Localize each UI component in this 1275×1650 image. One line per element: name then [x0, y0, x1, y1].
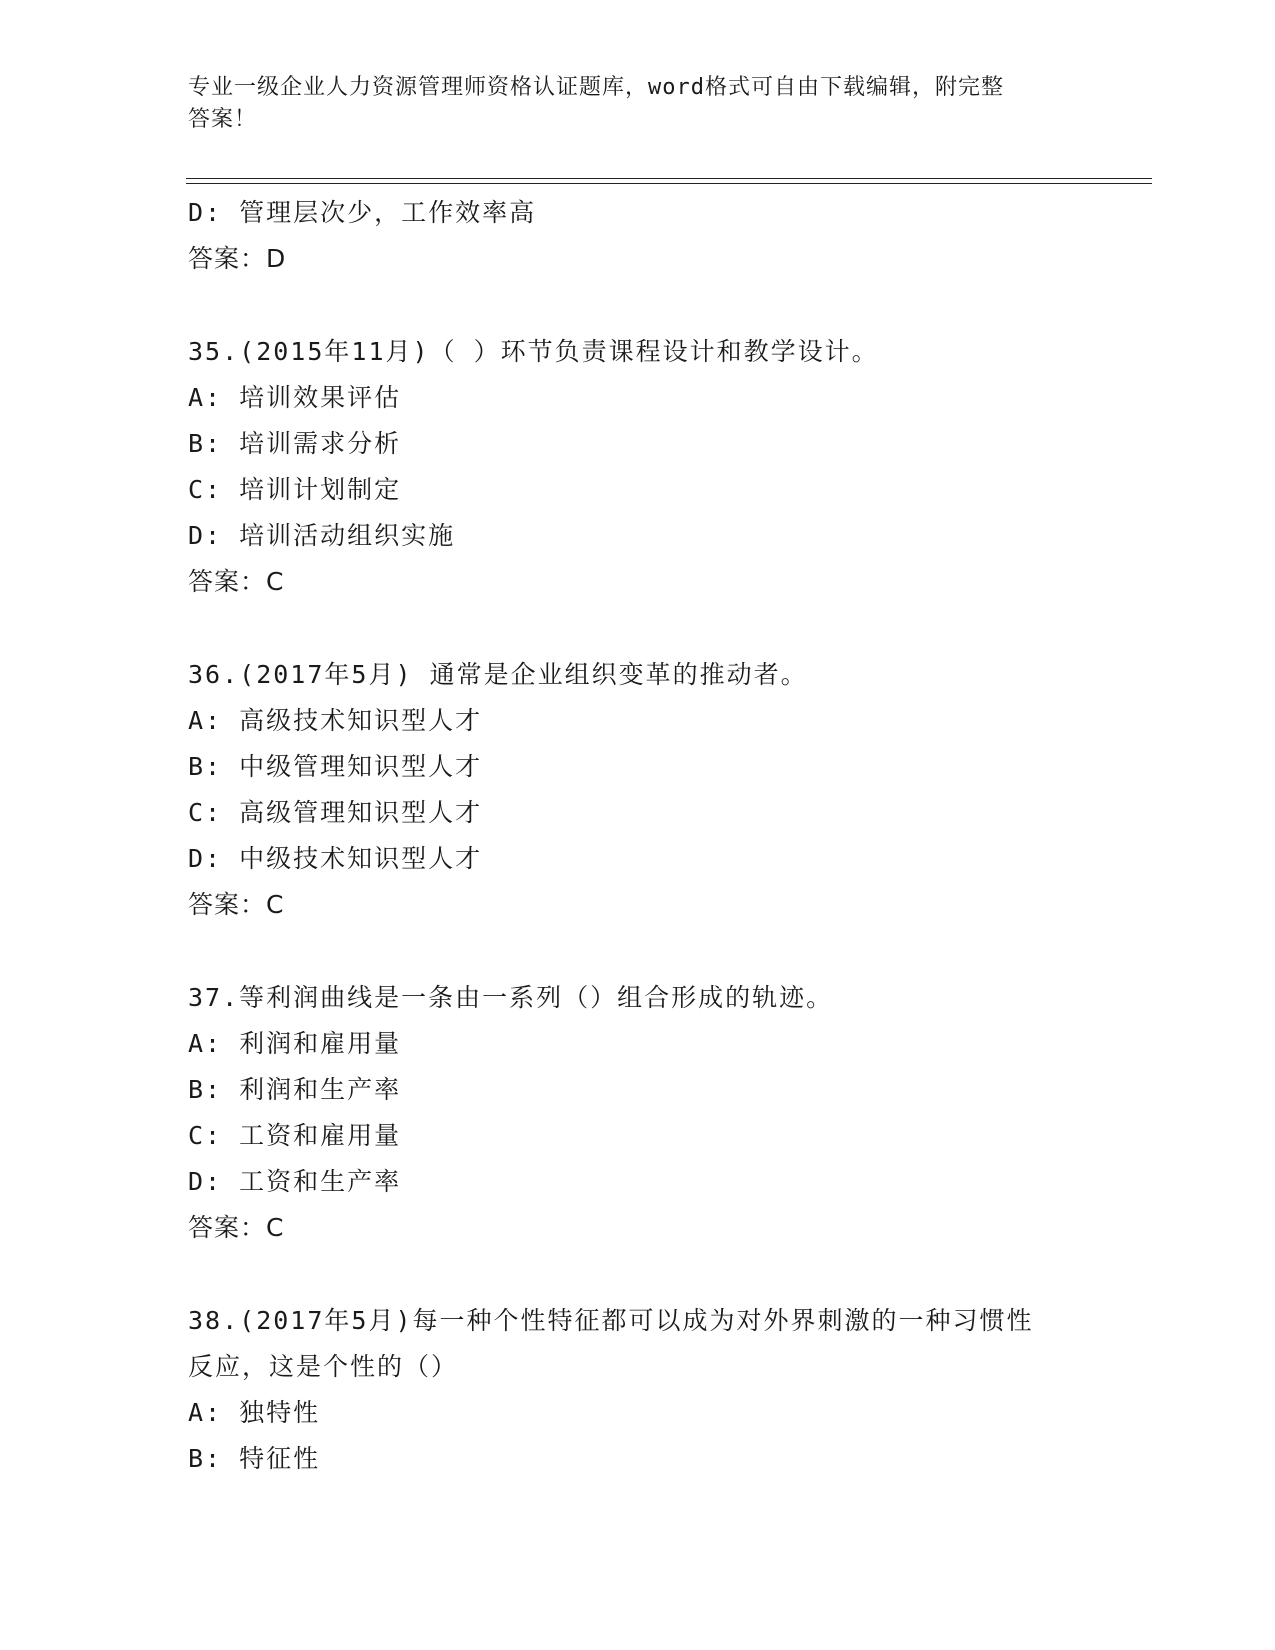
answer-line: 答案：C: [188, 890, 285, 919]
spacer: [188, 605, 1088, 652]
option-a: A: 利润和雇用量: [188, 1029, 402, 1058]
header-divider-top: [186, 178, 1152, 179]
question-list: [188, 190, 1088, 1482]
option-d: D: 中级技术知识型人才: [188, 844, 483, 873]
answer-line: 答案：D: [188, 244, 287, 273]
option-b: B: 中级管理知识型人才: [188, 752, 483, 781]
question-stem: 35.(2015年11月)（ ）环节负责课程设计和教学设计。: [188, 337, 879, 366]
header-line-2: 答案！: [188, 107, 258, 132]
option-b: B: 利润和生产率: [188, 1075, 402, 1104]
option-a: A: 培训效果评估: [188, 383, 402, 412]
header-line-1: 专业一级企业人力资源管理师资格认证题库，word格式可自由下载编辑，附完整: [188, 75, 1004, 100]
option-c: C: 高级管理知识型人才: [188, 798, 483, 827]
option-d: D: 管理层次少，工作效率高: [188, 198, 537, 227]
option-a: A: 高级技术知识型人才: [188, 706, 483, 735]
question-38: [188, 1298, 1088, 1482]
question-37: [188, 975, 1088, 1251]
question-stem-line-2: 反应，这是个性的（）: [188, 1352, 459, 1381]
question-stem-line-1: 38.(2017年5月)每一种个性特征都可以成为对外界刺激的一种习惯性: [188, 1306, 1034, 1335]
spacer: [188, 928, 1088, 975]
option-d: D: 培训活动组织实施: [188, 521, 456, 550]
document-header: [188, 72, 1068, 136]
option-c: C: 培训计划制定: [188, 475, 402, 504]
question-35: [188, 329, 1088, 605]
option-d: D: 工资和生产率: [188, 1167, 402, 1196]
question-stem: 36.(2017年5月) 通常是企业组织变革的推动者。: [188, 660, 808, 689]
spacer: [188, 282, 1088, 329]
option-b: B: 特征性: [188, 1444, 321, 1473]
option-c: C: 工资和雇用量: [188, 1121, 402, 1150]
answer-line: 答案：C: [188, 1213, 285, 1242]
question-stem: 37.等利润曲线是一条由一系列（）组合形成的轨迹。: [188, 983, 834, 1012]
question-36: [188, 652, 1088, 928]
option-a: A: 独特性: [188, 1398, 321, 1427]
answer-line: 答案：C: [188, 567, 285, 596]
header-divider-bottom: [186, 183, 1152, 184]
option-b: B: 培训需求分析: [188, 429, 402, 458]
spacer: [188, 1251, 1088, 1298]
